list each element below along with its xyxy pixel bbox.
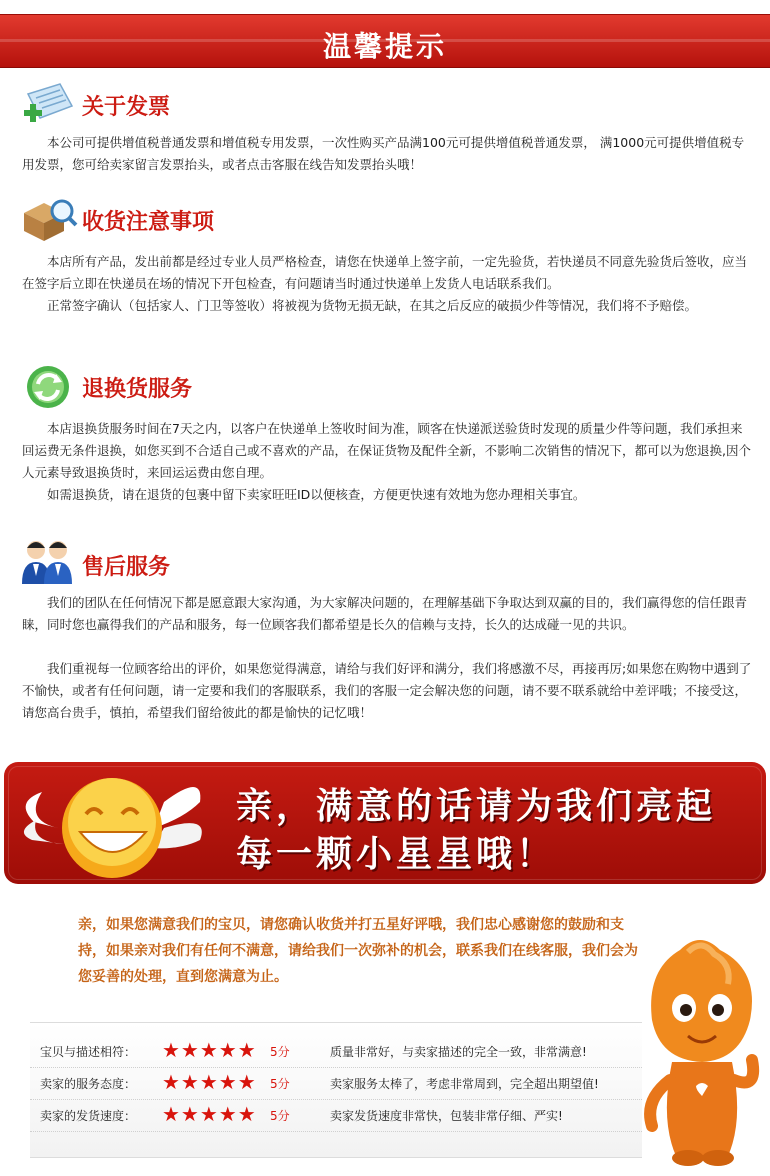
rating-label: 卖家的服务态度： <box>40 1077 137 1091</box>
rating-score: 5分 <box>270 1045 290 1059</box>
section-aftersales <box>0 536 770 736</box>
rating-row <box>30 1035 642 1068</box>
rating-label: 卖家的发货速度： <box>40 1109 137 1123</box>
refresh-icon <box>20 362 78 412</box>
orange-mascot-icon <box>640 930 764 1168</box>
rating-score: 5分 <box>270 1077 290 1091</box>
rating-desc: 卖家发货速度非常快，包装非常仔细、严实! <box>330 1109 563 1123</box>
rating-desc: 质量非常好，与卖家描述的完全一致，非常满意! <box>330 1045 587 1059</box>
star-rating: ★★★★★ <box>162 1038 257 1062</box>
paragraph: 本店退换货服务时间在7天之内，以客户在快递单上签收时间为准，顾客在快递派送验货时发现的质量少件等问题，我们承担来回运费无条件退换，如您买到不合适自己或不喜欢的产品，在保证货物及配件全新，不影响二次销售的情况下，都可以为您退换,因个人元素导致退换货时，来回运运费由您自理。 <box>22 421 751 480</box>
paragraph: 本公司可提供增值税普通发票和增值税专用发票，一次性购买产品满100元可提供增值税普通发票， 满1000元可提供增值税专用发票，您可给卖家留言发票抬头，或者点击客服在线告知发票抬头哦！ <box>22 135 745 172</box>
promo-line-2: 每一颗小星星哦！ <box>236 834 557 875</box>
rating-table <box>30 1022 642 1158</box>
promo-line-1: 亲，满意的话请为我们亮起 <box>236 786 717 827</box>
rating-label: 宝贝与描述相符： <box>40 1045 137 1059</box>
rating-row <box>30 1067 642 1100</box>
rating-desc: 卖家服务太棒了，考虑非常周到，完全超出期望值! <box>330 1077 599 1091</box>
invite-text: 亲，如果您满意我们的宝贝，请您确认收货并打五星好评哦，我们忠心感谢您的鼓励和支持，如果亲对我们有任何不满意，请给我们一次弥补的机会，联系我们在线客服，我们会为您妥善的处理，直到您满意为止。 <box>78 917 638 985</box>
star-rating: ★★★★★ <box>162 1070 257 1094</box>
section-title: 退换货服务 <box>82 377 193 402</box>
rating-score: 5分 <box>270 1109 290 1123</box>
section-invoice <box>0 80 770 180</box>
paragraph: 我们重视每一位顾客给出的评价，如果您觉得满意，请给与我们好评和满分，我们将感激不尽，再接再厉;如果您在购物中遇到了不愉快，或者有任何问题，请一定要和我们的客服联系，我们的客服一定会解决您的问题，请不要不联系就给中差评哦；不接受这，请您高台贵手，慎拍，希望我们留给彼此的都是愉快的记忆哦！ <box>22 661 752 720</box>
section-returns <box>0 362 770 512</box>
invoice-icon <box>20 80 78 130</box>
package-search-icon <box>20 195 78 245</box>
paragraph: 正常签字确认（包括家人、门卫等签收）将被视为货物无损无缺，在其之后反应的破损少件等情况，我们将不予赔偿。 <box>47 298 698 313</box>
rating-row <box>30 1099 642 1132</box>
section-title: 关于发票 <box>82 95 171 120</box>
paragraph: 我们的团队在任何情况下都是愿意跟大家沟通，为大家解决问题的，在理解基础下争取达到双赢的目的，我们赢得您的信任跟青睐，同时您也赢得我们的产品和服务，每一位顾客我们都希望是长久的信赖与支持，长久的达成碰一见的共识。 <box>22 595 748 632</box>
paragraph: 本店所有产品，发出前都是经过专业人员严格检查，请您在快递单上签字前，一定先验货，若快递员不同意先验货后签收，应当在签字后立即在快递员在场的情况下开包检查，有问题请当时通过快递单上发货人电话联系我们。 <box>22 254 748 291</box>
header-banner <box>0 14 770 68</box>
paragraph: 如需退换货，请在退货的包裹中留下卖家旺旺ID以便核查，方便更快速有效地为您办理相关事宜。 <box>47 487 586 502</box>
section-receiving <box>0 195 770 345</box>
smiley-wings-icon <box>14 762 214 892</box>
section-title: 收货注意事项 <box>82 210 215 235</box>
customer-service-icon <box>20 536 78 586</box>
promo-banner <box>4 762 766 884</box>
section-title: 售后服务 <box>82 555 171 580</box>
star-rating: ★★★★★ <box>162 1102 257 1126</box>
page-title: 温馨提示 <box>322 30 447 63</box>
